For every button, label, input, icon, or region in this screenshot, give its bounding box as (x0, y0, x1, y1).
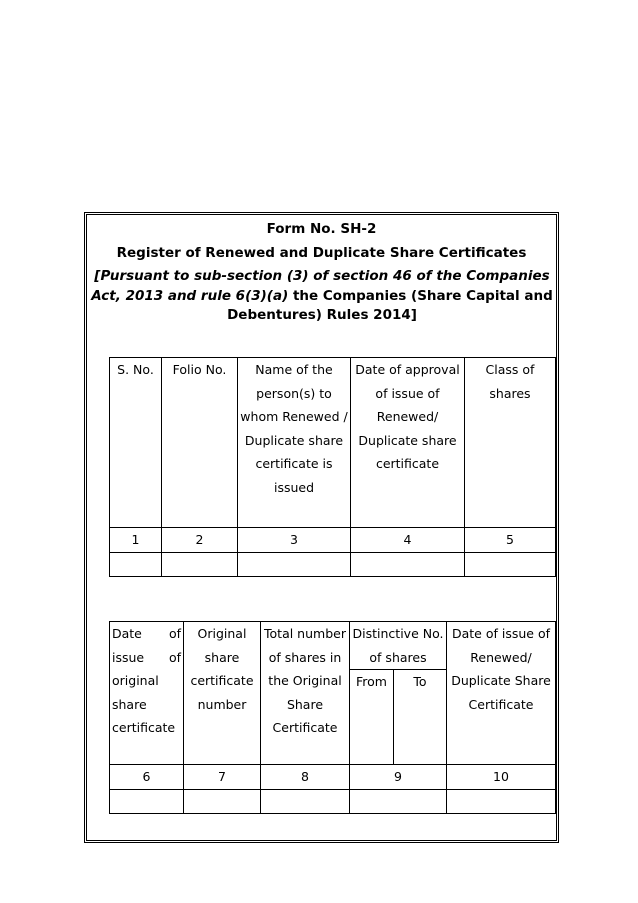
col-number: 9 (350, 765, 447, 790)
header-date-issue-renewed: Date of issue of Renewed/ Duplicate Share Certificate (447, 622, 556, 765)
empty-cell[interactable] (351, 552, 465, 576)
header-folio-no: Folio No. (162, 358, 238, 528)
empty-cell[interactable] (261, 789, 350, 813)
table-header-row (110, 358, 556, 528)
empty-cell[interactable] (465, 552, 556, 576)
form-frame (84, 212, 559, 843)
table-empty-row (110, 789, 556, 813)
col-number: 7 (184, 765, 261, 790)
header-distinctive-no: Distinctive No. of shares (350, 622, 447, 670)
col-number: 2 (162, 528, 238, 553)
header-total-shares: Total number of shares in the Original Share Certificate (261, 622, 350, 765)
header-person-name: Name of the person(s) to whom Renewed / Duplicate share certificate is issued (238, 358, 351, 528)
col-number: 8 (261, 765, 350, 790)
header-s-no: S. No. (110, 358, 162, 528)
empty-cell[interactable] (110, 789, 184, 813)
register-table-1 (109, 357, 556, 577)
col-number: 6 (110, 765, 184, 790)
form-title: Form No. SH-2 (266, 221, 377, 237)
header-original-cert-number: Original share certificate number (184, 622, 261, 765)
table-number-row (110, 528, 556, 553)
header-class-shares: Class of shares (465, 358, 556, 528)
pursuant-rest: the Companies (Share Capital and Debentures) Rules 2014] (227, 287, 553, 323)
empty-cell[interactable] (162, 552, 238, 576)
table-number-row (110, 765, 556, 790)
empty-cell[interactable] (110, 552, 162, 576)
table-header-row (110, 622, 556, 670)
empty-cell[interactable] (447, 789, 556, 813)
table-empty-row (110, 552, 556, 576)
pursuant-italic: [Pursuant to sub-section (3) of section 46 of the Companies Act, 2013 and rule 6(3)(a) (91, 268, 550, 304)
header-date-issue-original: Date of issue of original share certificate (110, 622, 184, 765)
col-number: 4 (351, 528, 465, 553)
header-to: To (394, 670, 447, 765)
col-number: 5 (465, 528, 556, 553)
empty-cell[interactable] (350, 789, 447, 813)
form-subtitle: Register of Renewed and Duplicate Share Certificates (116, 245, 527, 261)
col-number: 10 (447, 765, 556, 790)
pursuant-note (91, 267, 553, 326)
header-line: Date of (112, 626, 181, 641)
empty-cell[interactable] (238, 552, 351, 576)
header-from: From (350, 670, 394, 765)
register-table-2 (109, 621, 556, 814)
empty-cell[interactable] (184, 789, 261, 813)
col-number: 3 (238, 528, 351, 553)
header-line: issue of (112, 649, 181, 665)
header-date-approval: Date of approval of issue of Renewed/ Duplicate share certificate (351, 358, 465, 528)
col-number: 1 (110, 528, 162, 553)
